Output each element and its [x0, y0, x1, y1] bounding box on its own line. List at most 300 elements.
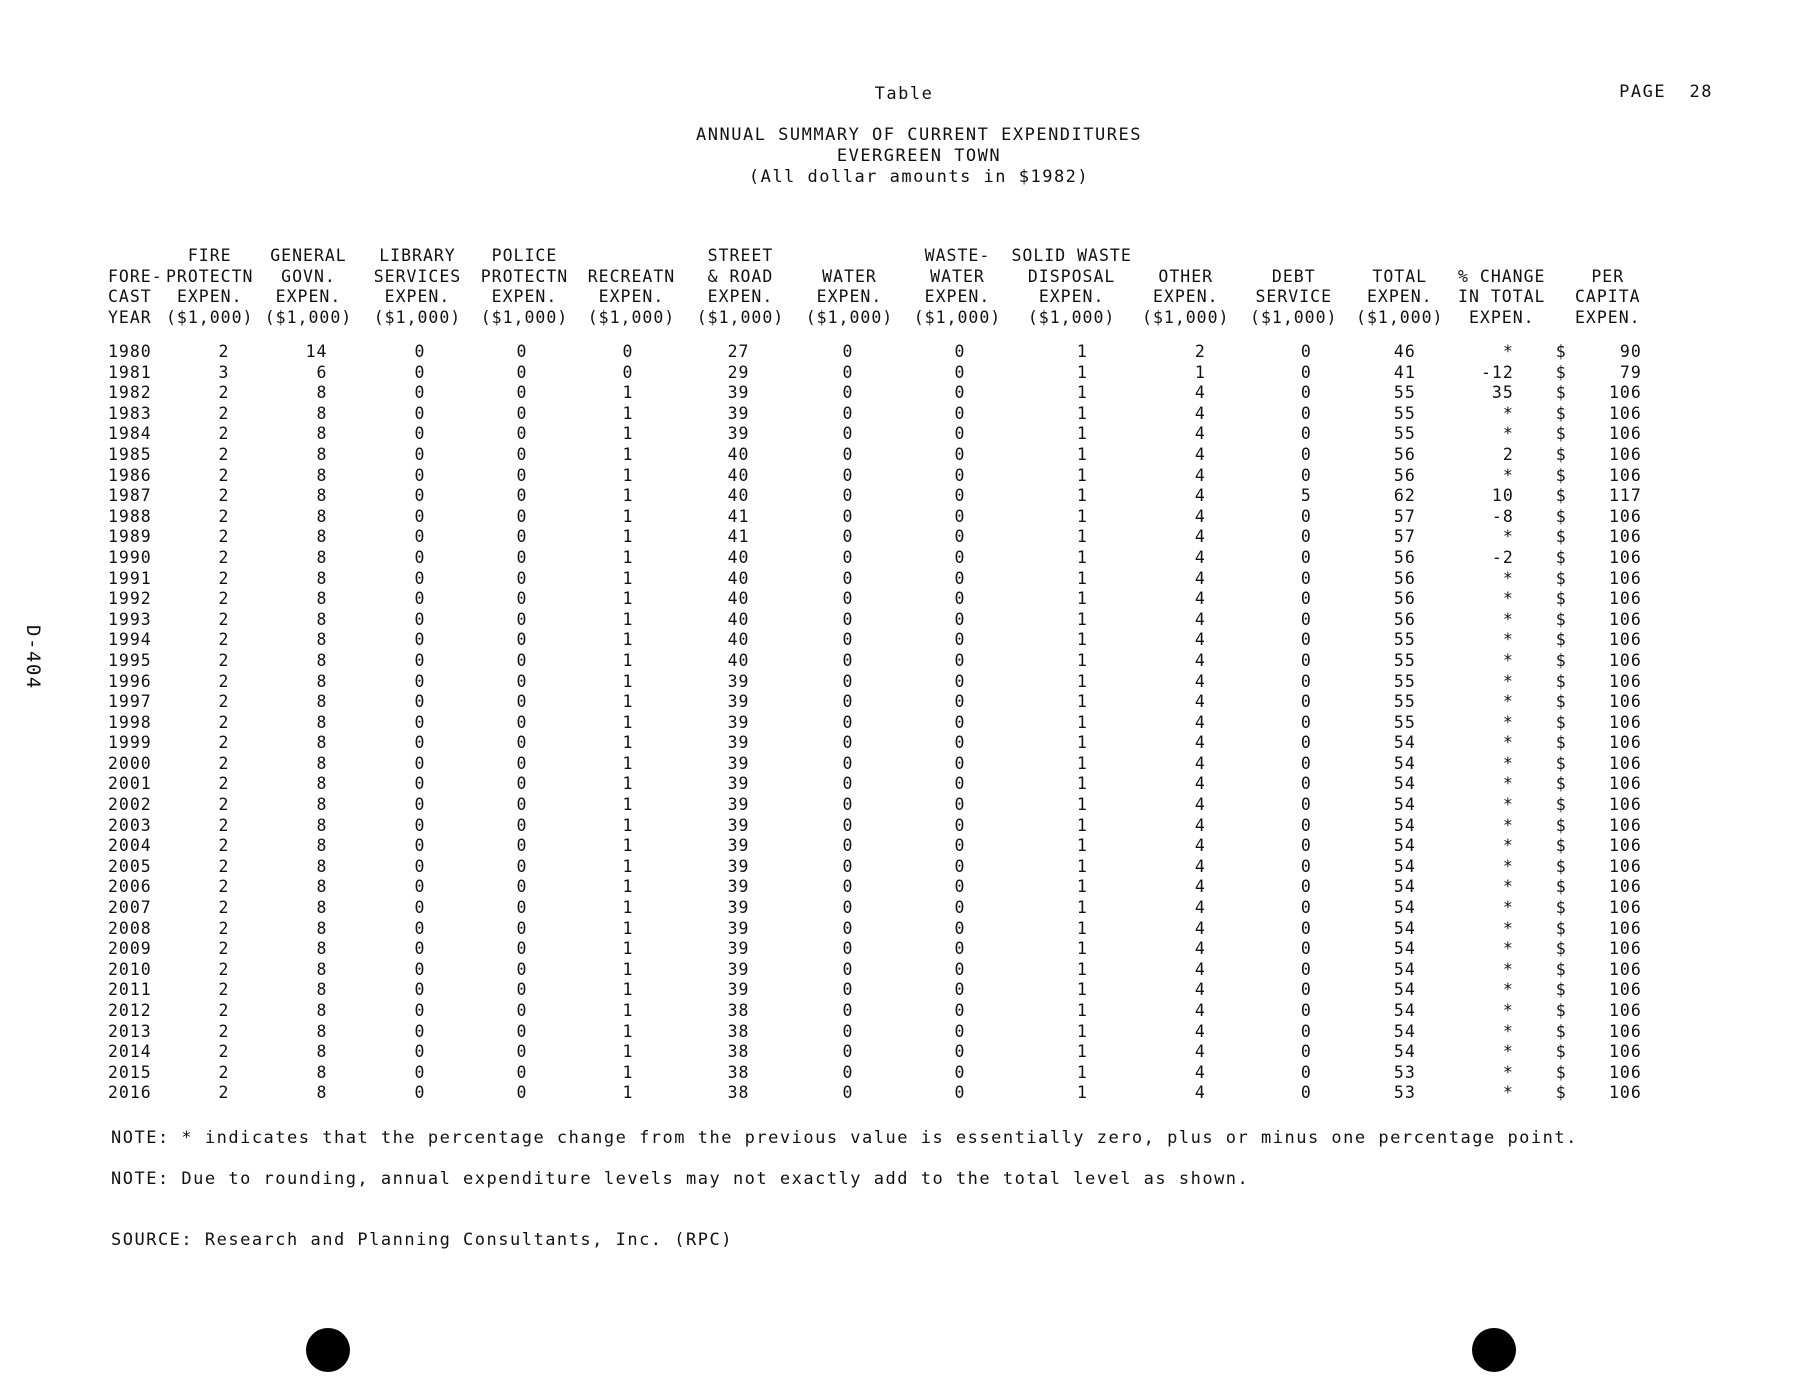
- binder-hole-left: [306, 1328, 350, 1372]
- value-cell: 27: [727, 342, 750, 361]
- value-cell: 55: [1393, 424, 1416, 444]
- value-cell: 0: [1300, 383, 1312, 403]
- dollar-sign: $: [1555, 753, 1567, 773]
- value-cell: 0: [516, 753, 528, 773]
- value-cell: 39: [727, 424, 750, 444]
- value-cell: 2: [218, 856, 230, 876]
- value-cell: 56: [1393, 465, 1416, 485]
- dollar-sign: $: [1555, 424, 1567, 444]
- dollar-sign: $: [1555, 383, 1567, 403]
- value-cell: 8: [316, 1083, 328, 1103]
- table-row: [108, 651, 1664, 672]
- value-cell: 0: [954, 877, 966, 897]
- value-cell: 0: [516, 424, 528, 444]
- per-capita-cell: [1552, 424, 1664, 445]
- value-cell: 8: [316, 774, 328, 794]
- per-capita-value: 106: [1608, 383, 1642, 403]
- column-header: % CHANGE IN TOTAL EXPEN.: [1458, 266, 1546, 327]
- value-cell: 0: [1300, 753, 1312, 773]
- value-cell: -12: [1480, 362, 1514, 382]
- value-cell: 1: [622, 774, 634, 794]
- table-row: [108, 507, 1664, 528]
- value-cell: *: [1502, 609, 1514, 629]
- value-cell: 0: [1300, 774, 1312, 794]
- value-cell: 2: [218, 383, 230, 403]
- column-header: LIBRARY SERVICES EXPEN. ($1,000): [373, 246, 462, 327]
- year-cell: 1987: [108, 486, 152, 506]
- value-cell: 0: [954, 795, 966, 815]
- value-cell: 54: [1393, 1042, 1416, 1062]
- value-cell: 0: [954, 939, 966, 959]
- value-cell: 0: [1300, 836, 1312, 856]
- value-cell: 2: [218, 650, 230, 670]
- value-cell: 39: [727, 959, 750, 979]
- per-capita-value: 106: [1608, 733, 1642, 753]
- value-cell: 0: [1300, 898, 1312, 918]
- value-cell: 0: [842, 630, 854, 650]
- value-cell: 4: [1194, 733, 1206, 753]
- value-cell: 2: [218, 939, 230, 959]
- per-capita-cell: [1552, 630, 1664, 651]
- value-cell: 0: [414, 795, 426, 815]
- value-cell: 1: [1194, 362, 1206, 382]
- value-cell: 0: [1300, 712, 1312, 732]
- per-capita-value: 106: [1608, 671, 1642, 691]
- value-cell: 1: [622, 650, 634, 670]
- table-row: [108, 774, 1664, 795]
- value-cell: 4: [1194, 1021, 1206, 1041]
- value-cell: 38: [727, 1021, 750, 1041]
- value-cell: 62: [1393, 486, 1416, 506]
- year-cell: 2015: [108, 1062, 152, 1082]
- value-cell: *: [1502, 403, 1514, 423]
- value-cell: 1: [1076, 650, 1088, 670]
- per-capita-cell: [1552, 383, 1664, 404]
- per-capita-cell: [1552, 404, 1664, 425]
- value-cell: 0: [842, 609, 854, 629]
- value-cell: 41: [727, 527, 750, 547]
- value-cell: 0: [842, 939, 854, 959]
- value-cell: 0: [954, 959, 966, 979]
- per-capita-value: 90: [1619, 342, 1642, 361]
- value-cell: 54: [1393, 1021, 1416, 1041]
- dollar-sign: $: [1555, 568, 1567, 588]
- value-cell: 0: [414, 342, 426, 361]
- value-cell: 54: [1393, 733, 1416, 753]
- value-cell: 40: [727, 568, 750, 588]
- per-capita-cell: [1552, 713, 1664, 734]
- value-cell: 0: [1300, 609, 1312, 629]
- value-cell: 0: [1300, 1083, 1312, 1103]
- year-cell: 2009: [108, 939, 152, 959]
- table-row: [108, 877, 1664, 898]
- per-capita-value: 106: [1608, 568, 1642, 588]
- value-cell: 35: [1491, 383, 1514, 403]
- value-cell: 0: [1300, 650, 1312, 670]
- value-cell: 0: [842, 959, 854, 979]
- value-cell: 0: [516, 918, 528, 938]
- value-cell: 39: [727, 877, 750, 897]
- value-cell: 0: [842, 1062, 854, 1082]
- per-capita-value: 106: [1608, 712, 1642, 732]
- value-cell: 1: [622, 877, 634, 897]
- value-cell: 4: [1194, 898, 1206, 918]
- dollar-sign: $: [1555, 795, 1567, 815]
- value-cell: 8: [316, 836, 328, 856]
- per-capita-value: 106: [1608, 1042, 1642, 1062]
- value-cell: 1: [622, 753, 634, 773]
- value-cell: 0: [842, 1042, 854, 1062]
- value-cell: 2: [218, 733, 230, 753]
- value-cell: 55: [1393, 692, 1416, 712]
- value-cell: *: [1502, 424, 1514, 444]
- value-cell: 41: [1393, 362, 1416, 382]
- value-cell: 1: [1076, 527, 1088, 547]
- dollar-sign: $: [1555, 444, 1567, 464]
- value-cell: 0: [1300, 403, 1312, 423]
- value-cell: 1: [622, 424, 634, 444]
- value-cell: 8: [316, 1021, 328, 1041]
- value-cell: 0: [954, 753, 966, 773]
- dollar-sign: $: [1555, 527, 1567, 547]
- value-cell: 0: [516, 403, 528, 423]
- year-cell: 1990: [108, 547, 152, 567]
- value-cell: 1: [1076, 465, 1088, 485]
- value-cell: 0: [516, 547, 528, 567]
- year-cell: 2010: [108, 959, 152, 979]
- value-cell: 1: [622, 712, 634, 732]
- value-cell: 0: [414, 815, 426, 835]
- value-cell: 8: [316, 383, 328, 403]
- value-cell: 0: [842, 753, 854, 773]
- value-cell: 0: [954, 671, 966, 691]
- value-cell: 0: [954, 383, 966, 403]
- value-cell: 0: [414, 1083, 426, 1103]
- per-capita-value: 106: [1608, 1062, 1642, 1082]
- value-cell: 0: [414, 959, 426, 979]
- value-cell: *: [1502, 1062, 1514, 1082]
- dollar-sign: $: [1555, 1062, 1567, 1082]
- value-cell: 0: [954, 712, 966, 732]
- value-cell: 0: [516, 733, 528, 753]
- value-cell: 0: [516, 383, 528, 403]
- value-cell: 1: [1076, 671, 1088, 691]
- value-cell: 55: [1393, 403, 1416, 423]
- table-row: [108, 672, 1664, 693]
- per-capita-cell: [1552, 610, 1664, 631]
- dollar-sign: $: [1555, 486, 1567, 506]
- value-cell: 0: [414, 362, 426, 382]
- year-cell: 2000: [108, 753, 152, 773]
- value-cell: 0: [1300, 692, 1312, 712]
- value-cell: 4: [1194, 630, 1206, 650]
- year-cell: 1983: [108, 403, 152, 423]
- value-cell: *: [1502, 1042, 1514, 1062]
- value-cell: 0: [954, 1042, 966, 1062]
- value-cell: 1: [1076, 836, 1088, 856]
- per-capita-cell: [1552, 898, 1664, 919]
- value-cell: 2: [1194, 342, 1206, 361]
- value-cell: 0: [516, 980, 528, 1000]
- table-row: [108, 486, 1664, 507]
- table-header: [108, 246, 1664, 342]
- year-cell: 2016: [108, 1083, 152, 1103]
- value-cell: 0: [842, 877, 854, 897]
- value-cell: 8: [316, 609, 328, 629]
- value-cell: 0: [842, 856, 854, 876]
- value-cell: 1: [622, 856, 634, 876]
- per-capita-cell: [1552, 589, 1664, 610]
- per-capita-value: 106: [1608, 1001, 1642, 1020]
- per-capita-value: 117: [1608, 486, 1642, 506]
- note-asterisk: NOTE: * indicates that the percentage change from the previous value is essentially zero, plus or minus one percentage point.: [111, 1128, 1578, 1148]
- dollar-sign: $: [1555, 609, 1567, 629]
- year-cell: 2012: [108, 1001, 152, 1020]
- value-cell: 8: [316, 733, 328, 753]
- value-cell: 0: [1300, 671, 1312, 691]
- column-header: FORE- CAST YEAR: [108, 266, 163, 327]
- value-cell: 2: [218, 506, 230, 526]
- value-cell: 8: [316, 692, 328, 712]
- value-cell: 1: [1076, 589, 1088, 609]
- per-capita-cell: [1552, 836, 1664, 857]
- value-cell: 1: [622, 1042, 634, 1062]
- value-cell: 4: [1194, 959, 1206, 979]
- value-cell: 1: [1076, 774, 1088, 794]
- value-cell: 40: [727, 650, 750, 670]
- value-cell: 2: [218, 403, 230, 423]
- value-cell: 1: [1076, 898, 1088, 918]
- value-cell: 2: [218, 692, 230, 712]
- value-cell: 2: [218, 774, 230, 794]
- value-cell: 54: [1393, 939, 1416, 959]
- value-cell: 0: [954, 444, 966, 464]
- value-cell: 57: [1393, 506, 1416, 526]
- value-cell: 55: [1393, 383, 1416, 403]
- value-cell: 0: [842, 362, 854, 382]
- value-cell: 0: [1300, 362, 1312, 382]
- value-cell: 8: [316, 795, 328, 815]
- value-cell: 8: [316, 547, 328, 567]
- value-cell: 0: [414, 650, 426, 670]
- value-cell: 1: [622, 795, 634, 815]
- value-cell: 54: [1393, 918, 1416, 938]
- table-label: Table: [874, 84, 934, 104]
- value-cell: 0: [516, 1021, 528, 1041]
- value-cell: 0: [954, 1062, 966, 1082]
- value-cell: 1: [1076, 1062, 1088, 1082]
- value-cell: 1: [622, 692, 634, 712]
- per-capita-value: 106: [1608, 444, 1642, 464]
- year-cell: 1986: [108, 465, 152, 485]
- value-cell: 2: [218, 898, 230, 918]
- value-cell: 0: [954, 774, 966, 794]
- table-row: [108, 527, 1664, 548]
- year-cell: 2014: [108, 1042, 152, 1062]
- value-cell: 0: [414, 980, 426, 1000]
- value-cell: 0: [414, 609, 426, 629]
- value-cell: 4: [1194, 980, 1206, 1000]
- value-cell: 0: [842, 1001, 854, 1020]
- value-cell: 40: [727, 609, 750, 629]
- value-cell: 0: [414, 527, 426, 547]
- dollar-sign: $: [1555, 342, 1567, 361]
- value-cell: *: [1502, 918, 1514, 938]
- value-cell: 0: [1300, 1062, 1312, 1082]
- value-cell: 0: [516, 362, 528, 382]
- value-cell: 0: [954, 465, 966, 485]
- value-cell: 0: [954, 856, 966, 876]
- value-cell: 40: [727, 486, 750, 506]
- value-cell: 1: [1076, 403, 1088, 423]
- value-cell: 4: [1194, 465, 1206, 485]
- value-cell: 54: [1393, 795, 1416, 815]
- value-cell: 39: [727, 939, 750, 959]
- value-cell: 0: [414, 877, 426, 897]
- per-capita-cell: [1552, 1022, 1664, 1043]
- value-cell: 1: [1076, 609, 1088, 629]
- value-cell: 0: [1300, 568, 1312, 588]
- value-cell: 0: [842, 671, 854, 691]
- value-cell: 0: [516, 898, 528, 918]
- value-cell: 2: [218, 918, 230, 938]
- table-row: [108, 1063, 1664, 1084]
- per-capita-cell: [1552, 980, 1664, 1001]
- value-cell: 0: [1300, 980, 1312, 1000]
- value-cell: 0: [954, 980, 966, 1000]
- dollar-sign: $: [1555, 712, 1567, 732]
- value-cell: 0: [842, 712, 854, 732]
- value-cell: 0: [516, 774, 528, 794]
- value-cell: *: [1502, 712, 1514, 732]
- value-cell: 1: [622, 568, 634, 588]
- table-row: [108, 404, 1664, 425]
- value-cell: 0: [842, 424, 854, 444]
- value-cell: 0: [414, 383, 426, 403]
- value-cell: 1: [1076, 342, 1088, 361]
- value-cell: 0: [516, 342, 528, 361]
- value-cell: 0: [842, 506, 854, 526]
- value-cell: 0: [414, 774, 426, 794]
- value-cell: 40: [727, 547, 750, 567]
- value-cell: 4: [1194, 568, 1206, 588]
- table-row: [108, 898, 1664, 919]
- dollar-sign: $: [1555, 465, 1567, 485]
- value-cell: 0: [1300, 424, 1312, 444]
- value-cell: 1: [622, 383, 634, 403]
- value-cell: 54: [1393, 877, 1416, 897]
- year-cell: 1995: [108, 650, 152, 670]
- value-cell: 0: [954, 506, 966, 526]
- value-cell: 8: [316, 424, 328, 444]
- value-cell: 4: [1194, 774, 1206, 794]
- value-cell: 0: [516, 795, 528, 815]
- value-cell: 0: [1300, 918, 1312, 938]
- table-row: [108, 610, 1664, 631]
- dollar-sign: $: [1555, 1001, 1567, 1020]
- value-cell: 0: [516, 712, 528, 732]
- value-cell: 0: [842, 589, 854, 609]
- value-cell: 56: [1393, 444, 1416, 464]
- value-cell: 0: [414, 486, 426, 506]
- side-page-label: D-404: [22, 625, 44, 690]
- value-cell: 8: [316, 898, 328, 918]
- per-capita-value: 106: [1608, 506, 1642, 526]
- value-cell: 4: [1194, 795, 1206, 815]
- value-cell: 8: [316, 1001, 328, 1020]
- value-cell: 0: [842, 650, 854, 670]
- binder-hole-right: [1472, 1328, 1516, 1372]
- value-cell: 2: [218, 877, 230, 897]
- value-cell: 1: [1076, 877, 1088, 897]
- value-cell: 0: [414, 1042, 426, 1062]
- table-row: [108, 589, 1664, 610]
- value-cell: 0: [954, 733, 966, 753]
- value-cell: *: [1502, 980, 1514, 1000]
- value-cell: 2: [218, 630, 230, 650]
- value-cell: 0: [414, 1001, 426, 1020]
- value-cell: 0: [414, 856, 426, 876]
- value-cell: *: [1502, 342, 1514, 361]
- value-cell: 0: [1300, 733, 1312, 753]
- value-cell: 0: [622, 362, 634, 382]
- value-cell: 1: [622, 486, 634, 506]
- value-cell: -2: [1491, 547, 1514, 567]
- value-cell: 1: [1076, 568, 1088, 588]
- per-capita-value: 106: [1608, 774, 1642, 794]
- table-body: [108, 342, 1664, 1104]
- value-cell: 1: [1076, 630, 1088, 650]
- value-cell: 8: [316, 568, 328, 588]
- value-cell: 0: [414, 444, 426, 464]
- per-capita-value: 106: [1608, 795, 1642, 815]
- value-cell: 1: [1076, 733, 1088, 753]
- value-cell: 0: [842, 918, 854, 938]
- value-cell: 3: [218, 362, 230, 382]
- year-cell: 1991: [108, 568, 152, 588]
- per-capita-value: 106: [1608, 465, 1642, 485]
- per-capita-cell: [1552, 816, 1664, 837]
- value-cell: 4: [1194, 671, 1206, 691]
- year-cell: 2011: [108, 980, 152, 1000]
- value-cell: 0: [414, 733, 426, 753]
- per-capita-cell: [1552, 692, 1664, 713]
- value-cell: 2: [218, 486, 230, 506]
- value-cell: 2: [218, 589, 230, 609]
- value-cell: 0: [842, 465, 854, 485]
- dollar-sign: $: [1555, 1042, 1567, 1062]
- per-capita-cell: [1552, 1042, 1664, 1063]
- value-cell: 8: [316, 506, 328, 526]
- value-cell: 2: [218, 712, 230, 732]
- value-cell: 0: [516, 856, 528, 876]
- value-cell: 0: [842, 774, 854, 794]
- value-cell: 54: [1393, 1001, 1416, 1020]
- table-row: [108, 548, 1664, 569]
- value-cell: 0: [842, 1083, 854, 1103]
- value-cell: 1: [1076, 486, 1088, 506]
- per-capita-value: 106: [1608, 836, 1642, 856]
- dollar-sign: $: [1555, 589, 1567, 609]
- value-cell: 1: [1076, 712, 1088, 732]
- value-cell: 4: [1194, 650, 1206, 670]
- value-cell: 8: [316, 856, 328, 876]
- value-cell: 4: [1194, 609, 1206, 629]
- year-cell: 2013: [108, 1021, 152, 1041]
- table-row: [108, 795, 1664, 816]
- value-cell: 40: [727, 630, 750, 650]
- value-cell: 4: [1194, 547, 1206, 567]
